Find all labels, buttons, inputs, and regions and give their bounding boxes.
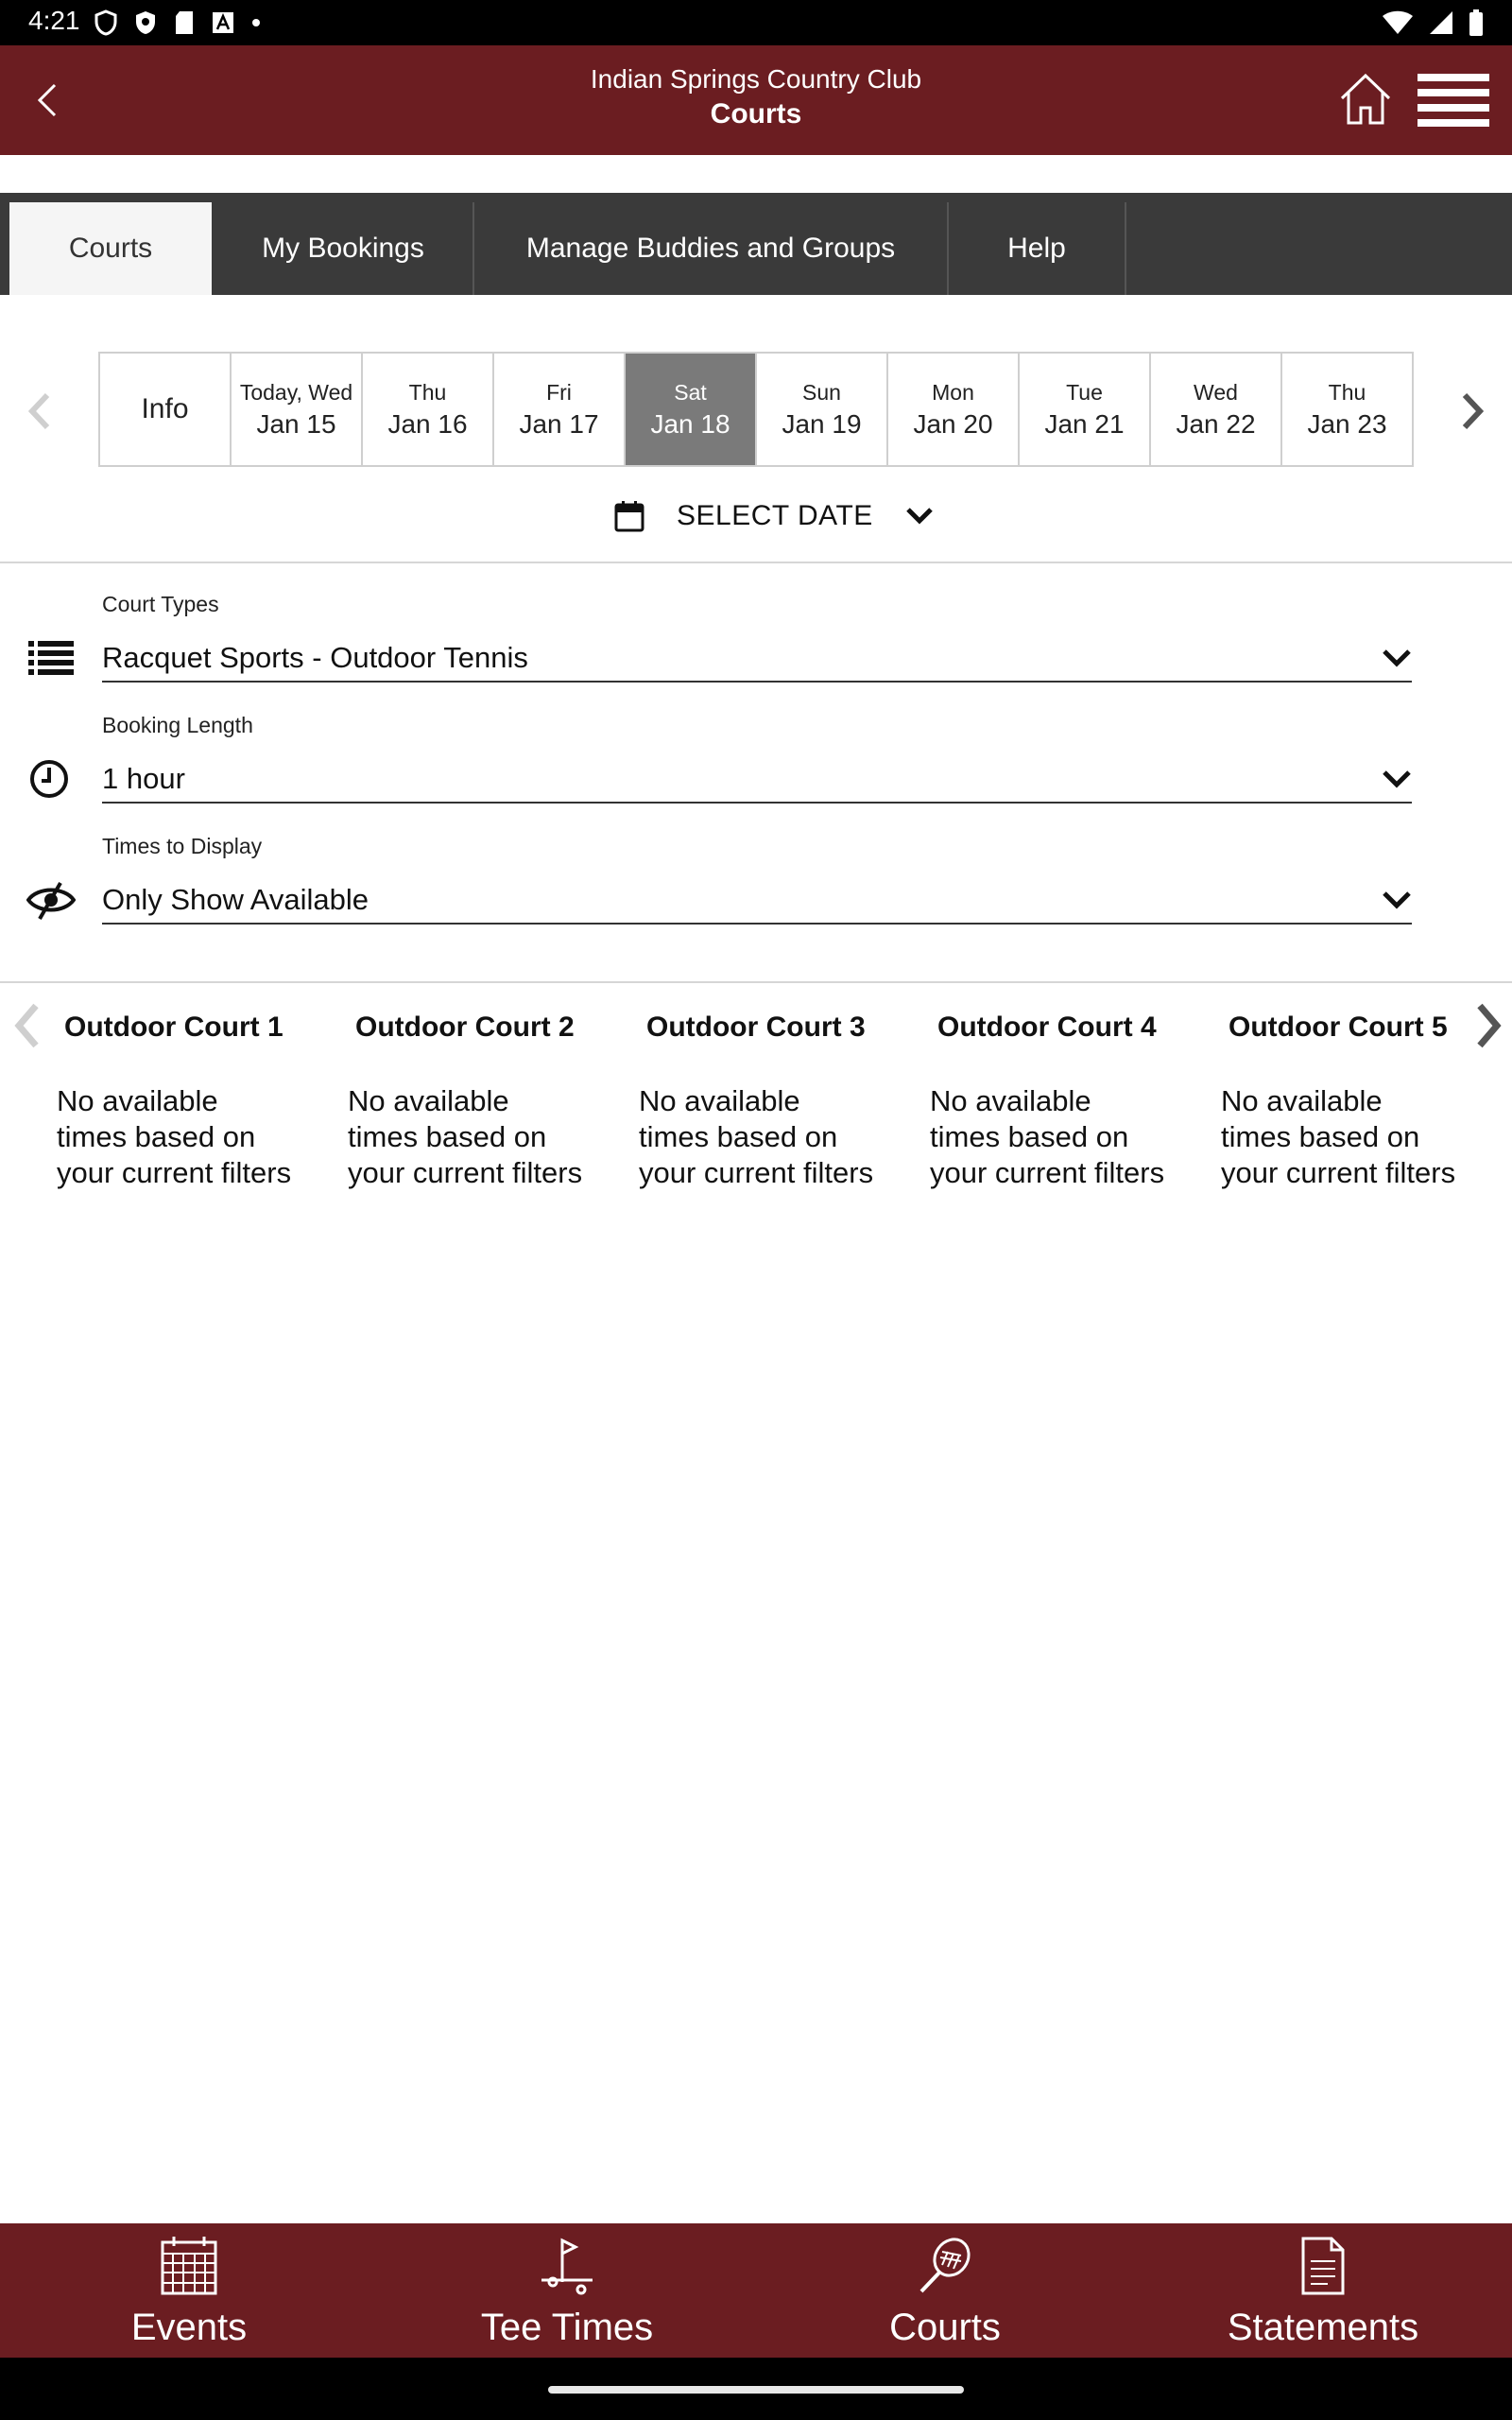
shield-icon — [94, 9, 117, 36]
date-info-cell[interactable] — [100, 354, 232, 465]
times-to-display-value: Only Show Available — [102, 883, 369, 916]
day-date: Jan 19 — [782, 408, 862, 439]
font-app-icon — [212, 11, 234, 34]
tab-help[interactable] — [949, 202, 1126, 295]
select-date-label: SELECT DATE — [677, 500, 873, 531]
date-cell[interactable] — [363, 354, 494, 465]
club-name: Indian Springs Country Club — [590, 64, 922, 94]
booking-length-value: 1 hour — [102, 762, 185, 795]
times-to-display-select[interactable] — [102, 877, 1412, 925]
booking-length-select[interactable] — [102, 756, 1412, 804]
date-cell[interactable] — [888, 354, 1020, 465]
day-date: Jan 20 — [913, 408, 993, 439]
date-cell[interactable] — [1282, 354, 1412, 465]
next-courts-arrow-icon[interactable] — [1470, 998, 1508, 1053]
app-header — [0, 45, 1512, 155]
tab-label: My Bookings — [262, 233, 424, 264]
nav-courts[interactable] — [756, 2223, 1134, 2358]
day-date: Jan 22 — [1176, 408, 1256, 439]
date-cell[interactable] — [232, 354, 363, 465]
chevron-down-icon — [1382, 768, 1412, 790]
security-badge-icon — [134, 9, 157, 36]
tab-courts[interactable] — [9, 202, 212, 295]
court-name: Outdoor Court 5 — [1228, 1011, 1448, 1043]
next-dates-arrow-icon[interactable] — [1455, 388, 1489, 435]
status-system-icons — [1382, 9, 1484, 36]
tab-manage-buddies-and-groups[interactable] — [474, 202, 949, 295]
nav-label: Tee Times — [480, 2307, 654, 2348]
signal-icon — [1429, 10, 1453, 35]
day-date: Jan 17 — [519, 408, 599, 439]
day-date: Jan 21 — [1044, 408, 1125, 439]
bottom-navigation — [0, 2223, 1512, 2358]
court-types-select[interactable] — [102, 635, 1412, 683]
court-types-value: Racquet Sports - Outdoor Tennis — [102, 641, 528, 674]
court-availability-message: No available times based on your current filters — [1221, 1084, 1456, 1189]
day-date: Jan 23 — [1307, 408, 1387, 439]
tab-bar — [0, 193, 1512, 295]
home-icon[interactable] — [1336, 70, 1395, 129]
sd-card-icon — [174, 10, 195, 35]
document-icon — [1292, 2235, 1354, 2297]
court-availability-message: No available times based on your current filters — [930, 1084, 1165, 1189]
day-of-week: Wed — [1194, 379, 1238, 405]
chevron-down-icon — [1382, 647, 1412, 669]
date-strip — [98, 352, 1414, 467]
date-cell[interactable] — [757, 354, 888, 465]
booking-length-label: Booking Length — [102, 713, 253, 737]
list-icon — [26, 633, 76, 683]
nav-label: Courts — [889, 2307, 1001, 2348]
times-to-display-label: Times to Display — [102, 834, 263, 858]
system-navigation-bar — [0, 2358, 1512, 2420]
court-name: Outdoor Court 4 — [937, 1011, 1157, 1043]
court-availability-message: No available times based on your current filters — [348, 1084, 583, 1189]
day-date: Jan 15 — [256, 408, 336, 439]
tennis-racquet-icon — [914, 2235, 976, 2297]
nav-label: Events — [130, 2307, 248, 2348]
nav-label: Statements — [1227, 2307, 1419, 2348]
status-bar — [0, 0, 1512, 45]
tab-label: Courts — [68, 233, 153, 264]
dot-icon — [251, 18, 261, 27]
tab-label: Help — [1007, 233, 1066, 264]
chevron-down-icon — [1382, 889, 1412, 911]
tab-label: Manage Buddies and Groups — [525, 233, 896, 264]
court-availability-message: No available times based on your current filters — [57, 1084, 292, 1189]
hamburger-menu-icon[interactable] — [1418, 72, 1489, 129]
nav-events[interactable] — [0, 2223, 378, 2358]
day-of-week: Sat — [674, 379, 707, 405]
day-of-week: Today, Wed — [239, 379, 353, 405]
date-cell[interactable] — [494, 354, 626, 465]
status-time: 4:21 — [28, 6, 80, 35]
court-availability-message: No available times based on your current filters — [639, 1084, 874, 1189]
calendar-grid-icon — [158, 2235, 220, 2297]
info-label: Info — [141, 393, 189, 424]
clock-icon — [26, 756, 76, 805]
previous-dates-arrow-icon[interactable] — [23, 388, 57, 435]
date-cell[interactable] — [1151, 354, 1282, 465]
court-types-label: Court Types — [102, 592, 219, 616]
page-title: Courts — [710, 98, 802, 130]
courts-list — [0, 983, 1512, 1267]
home-gesture-pill[interactable] — [548, 2386, 964, 2394]
day-of-week: Tue — [1066, 379, 1103, 405]
nav-statements[interactable] — [1134, 2223, 1512, 2358]
day-date: Jan 16 — [387, 408, 468, 439]
date-cell-selected[interactable] — [626, 354, 757, 465]
court-name: Outdoor Court 1 — [64, 1011, 284, 1043]
day-of-week: Mon — [932, 379, 974, 405]
golf-flag-icon — [536, 2235, 598, 2297]
select-date-button[interactable] — [614, 490, 934, 543]
day-of-week: Sun — [802, 379, 841, 405]
chevron-down-icon — [905, 506, 934, 527]
date-cell[interactable] — [1020, 354, 1151, 465]
battery-icon — [1469, 9, 1484, 36]
previous-courts-arrow-icon[interactable] — [8, 998, 45, 1053]
day-of-week: Thu — [408, 379, 447, 405]
calendar-icon — [614, 500, 644, 532]
day-date: Jan 18 — [650, 408, 730, 439]
court-name: Outdoor Court 3 — [646, 1011, 866, 1043]
day-of-week: Fri — [546, 379, 572, 405]
wifi-icon — [1382, 10, 1414, 35]
eye-icon — [26, 879, 76, 928]
divider — [0, 562, 1512, 563]
status-notification-icons — [94, 9, 261, 36]
tab-my-bookings[interactable] — [214, 202, 474, 295]
nav-tee-times[interactable] — [378, 2223, 756, 2358]
day-of-week: Thu — [1328, 379, 1366, 405]
court-name: Outdoor Court 2 — [355, 1011, 575, 1043]
